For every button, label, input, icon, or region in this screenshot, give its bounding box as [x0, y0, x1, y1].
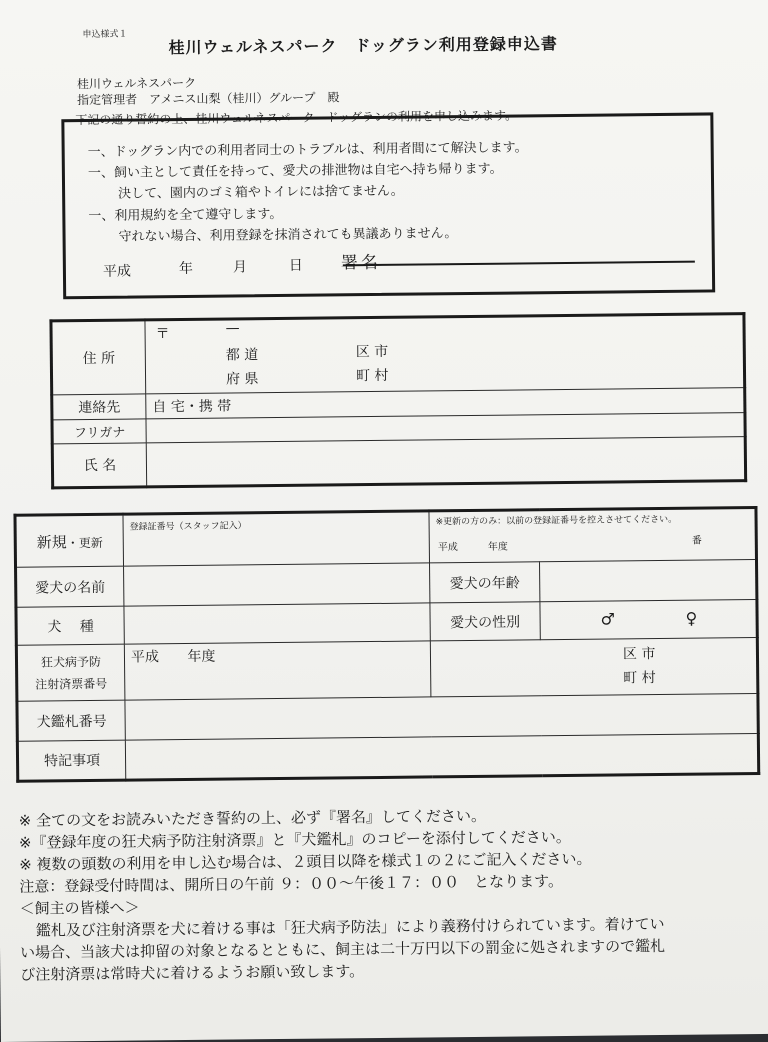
- signature-label: 署名: [340, 252, 381, 274]
- renewal-number-suffix: 番: [691, 535, 702, 547]
- rabies-ku-shi: 区 市: [622, 646, 656, 663]
- renew-label: ・更新: [66, 535, 103, 550]
- tag-number-field[interactable]: [125, 693, 758, 740]
- dog-sex-field[interactable]: [540, 600, 757, 640]
- pledge-item-3-cont: 守れない場合、利用登録を抹消されても異議ありません。: [118, 226, 458, 245]
- dog-sex-label: 愛犬の性別: [430, 602, 540, 641]
- rabies-label-line1: 狂犬病予防: [40, 654, 102, 670]
- footer-heading: ＜飼主の皆様へ＞: [19, 898, 140, 918]
- city-ku-shi: 区 市: [355, 343, 389, 361]
- renewal-era: 平成: [437, 542, 458, 554]
- rabies-year: 年度: [187, 648, 216, 665]
- rabies-year-field[interactable]: [124, 641, 431, 700]
- new-renew-cell: [15, 514, 124, 567]
- postal-mark: 〒: [155, 326, 170, 343]
- form-title: 桂川ウェルネスパーク ドッグラン利用登録申込書: [168, 34, 558, 58]
- intro-text: 下記の通り誓約の上、桂川ウェルネスパーク ドッグランの利用を申し込みます。: [75, 108, 518, 128]
- footer-note-4: 注意：登録受付時間は、開所日の午前 ９：００〜午後１７：００ となります。: [19, 872, 564, 896]
- owner-info-table: [49, 312, 747, 489]
- address-label: 住 所: [51, 320, 146, 395]
- postal-dash: —: [225, 320, 240, 337]
- breed-label: 犬 種: [16, 606, 124, 645]
- footer-note-3: ※ 複数の頭数の利用を申し込む場合は、２頭目以降を様式１の２にご記入ください。: [19, 849, 592, 874]
- dog-age-field[interactable]: [539, 560, 756, 602]
- dog-age-label: 愛犬の年齢: [430, 562, 540, 603]
- contact-label: 連絡先: [52, 394, 146, 420]
- pledge-item-1: 一、ドッグラン内での利用者同士のトラブルは、利用者間にて解決します。: [87, 140, 528, 160]
- footer-paragraph-3: び注射済票は常時犬に着けるようお願い致します。: [20, 962, 365, 984]
- rabies-era: 平成: [130, 649, 160, 666]
- dog-name-label: 愛犬の名前: [16, 566, 124, 607]
- renewal-field[interactable]: [429, 508, 757, 563]
- footer-paragraph-1: 鑑札及び注射済票を犬に着ける事は「狂犬病予防法」により義務付けられています。着けてい: [35, 914, 665, 940]
- footer-paragraph-2: い場合、当該犬は抑留の対象となるとともに、飼主は二十万円以下の罰金に処されますので鑑札: [19, 936, 666, 962]
- female-symbol[interactable]: ♀: [685, 608, 698, 628]
- rabies-label-line2: 注射済票番号: [35, 676, 108, 692]
- footer-note-2: ※『登録年度の狂犬病予防注射済票』と『犬鑑札』のコピーを添付してください。: [18, 827, 571, 852]
- pledge-date-month: 月: [232, 259, 247, 276]
- male-symbol[interactable]: ♂: [600, 609, 616, 629]
- pledge-item-2: 一、飼い主として責任を持って、愛犬の排泄物は自宅へ持ち帰ります。: [87, 161, 503, 181]
- form-number: 申込様式１: [82, 29, 128, 41]
- rabies-municipality-field[interactable]: [430, 638, 758, 697]
- registration-number-label: 登録証番号（スタッフ記入）: [129, 521, 247, 533]
- registration-number-field[interactable]: [123, 511, 430, 566]
- new-label: 新規: [36, 532, 67, 552]
- rabies-label-cell: [16, 644, 125, 701]
- tag-number-label: 犬鑑札番号: [17, 700, 125, 741]
- dog-info-table: [13, 506, 760, 783]
- pledge-item-3: 一、利用規約を全て遵守します。: [88, 206, 283, 224]
- prefecture-fu-ken: 府 県: [225, 371, 259, 388]
- prefecture-to-do: 都 道: [225, 347, 259, 364]
- pledge-date-day: 日: [288, 257, 303, 274]
- addressee-manager: 指定管理者 アメニス山梨（桂川）グループ 殿: [77, 90, 340, 108]
- address-field[interactable]: [145, 314, 745, 394]
- contact-type: 自 宅・携 帯: [152, 398, 232, 416]
- furigana-label: フリガナ: [52, 419, 146, 444]
- name-field[interactable]: [146, 437, 745, 487]
- addressee-park: 桂川ウェルネスパーク: [76, 75, 197, 92]
- pledge-date-era: 平成: [102, 263, 132, 280]
- rabies-cho-son: 町 村: [623, 670, 656, 687]
- name-label: 氏 名: [52, 443, 146, 488]
- renewal-note: ※更新の方のみ：以前の登録証番号を控えさせてください。: [435, 514, 678, 528]
- notes-field[interactable]: [125, 733, 758, 780]
- dog-name-field[interactable]: [124, 563, 430, 606]
- notes-label: 特記事項: [17, 740, 125, 781]
- pledge-item-2-cont: 決して、園内のゴミ箱やトイレには捨てません。: [118, 183, 404, 202]
- breed-field[interactable]: [124, 603, 430, 644]
- footer-note-1: ※ 全ての文をお読みいただき誓約の上、必ず『署名』してください。: [18, 806, 487, 830]
- renewal-year: 年度: [487, 541, 508, 553]
- pledge-date-year: 年: [178, 260, 193, 278]
- town-cho-son: 町 村: [355, 367, 389, 385]
